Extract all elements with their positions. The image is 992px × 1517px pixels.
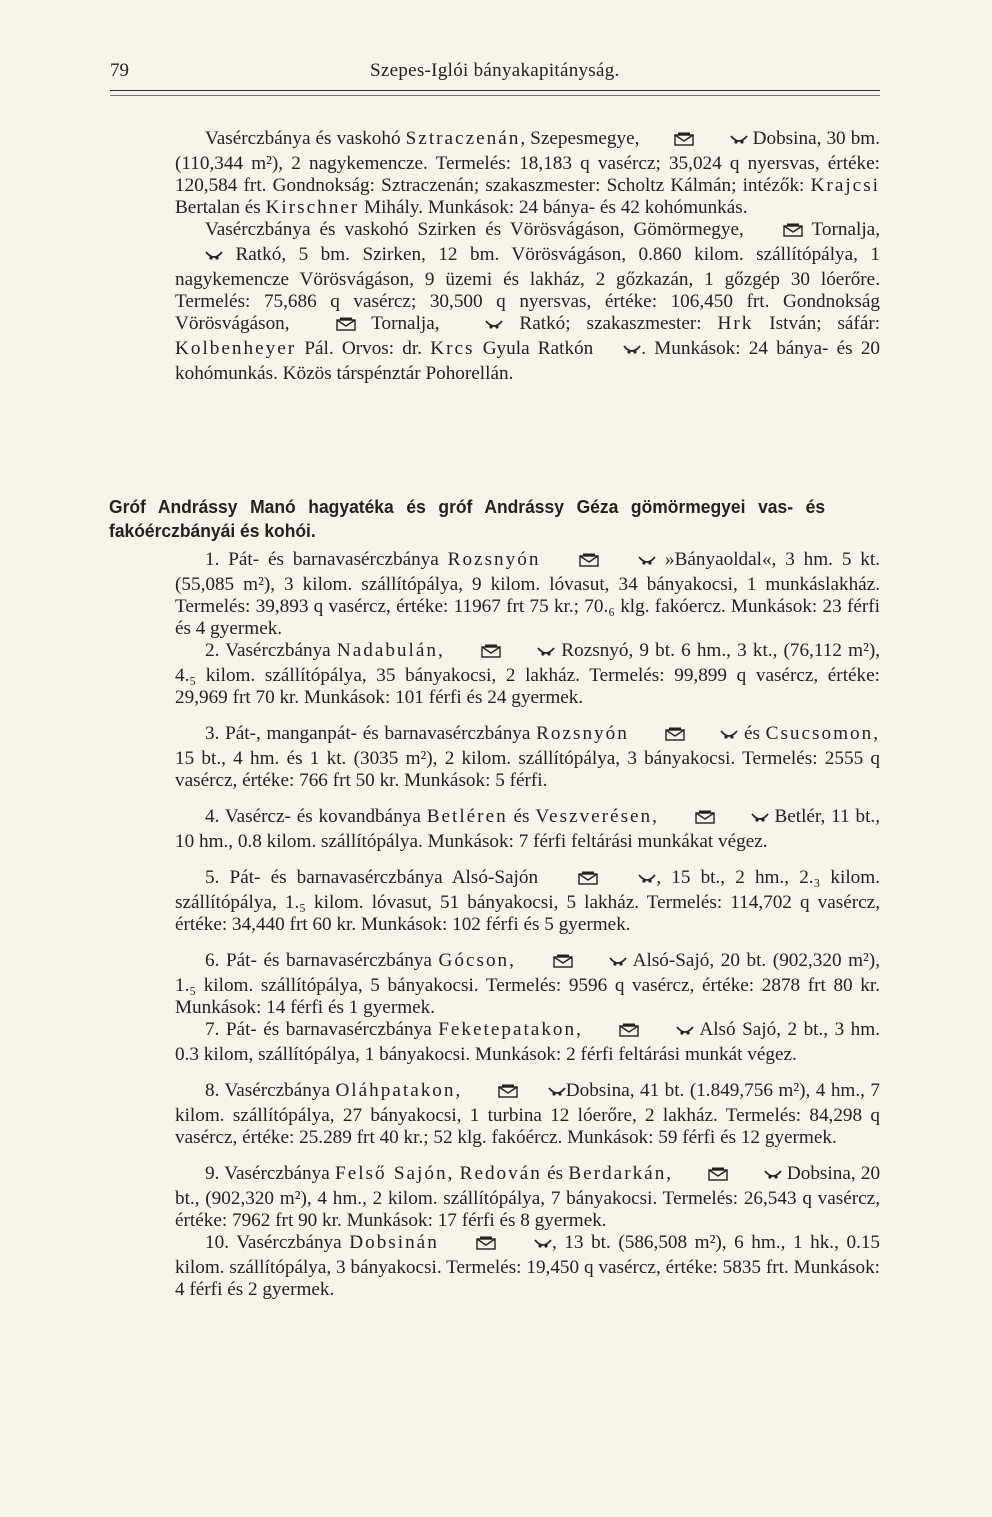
railway-icon xyxy=(700,131,748,153)
railway-icon xyxy=(690,726,738,748)
railway-icon xyxy=(455,316,503,338)
post-office-icon xyxy=(523,953,573,975)
post-office-icon xyxy=(446,1235,496,1257)
post-office-icon xyxy=(644,131,694,153)
railway-icon xyxy=(593,341,641,363)
post-office-icon xyxy=(635,726,685,748)
section-heading: Gróf Andrássy Manó hagyatéka és gróf Andrássy Géza gömörmegyei vas- és fakóérczbányái és kohói. xyxy=(109,496,826,541)
post-office-icon xyxy=(548,870,598,892)
railway-icon xyxy=(175,247,223,269)
paragraph-sztraczena: Vasérczbánya és vaskohó Sztraczenán, Szepesmegye, Dobsina, 30 bm. (110,344 m²), 2 nagykemencze. Termelés: 18,183 q vasércz; 35,024 q nyersvas, értéke: 120,584 frt. Gondnokság: Sztraczenán; szakaszmester: Scholtz Kálmán; intézők: Krajcsi Bertalan és Kirschner Mihály. Munkások: 24 bánya- és 42 kohómunkás. xyxy=(175,128,881,218)
railway-icon xyxy=(504,1235,552,1257)
running-title: Szepes-Iglói bányakapitányság. xyxy=(370,60,620,81)
railway-icon xyxy=(579,953,627,975)
post-office-icon xyxy=(678,1166,728,1188)
railway-icon xyxy=(608,552,656,574)
railway-icon xyxy=(734,1166,782,1188)
post-office-icon xyxy=(549,552,599,574)
post-office-icon xyxy=(468,1083,518,1105)
post-office-icon xyxy=(753,222,803,244)
entry-9: 9. Vasérczbánya Felső Sajón, Redován és Berdarkán, Dobsina, 20 bt., (902,320 m²), 4 hm., 2 kilom. szállítópálya, 7 bányakocsi. Termelés: 26,543 q vasércz, értéke: 7962 frt 90 kr. Munkások: 17 férfi és 8 gyermek. xyxy=(175,1163,881,1231)
post-office-icon xyxy=(306,316,356,338)
entry-10: 10. Vasérczbánya Dobsinán , 13 bt. (586,508 m²), 6 hm., 1 hk., 0.15 kilom. szállítópálya, 3 bányakocsi. Termelés: 19,450 q vasércz, értéke: 5835 frt. Munkások: 4 férfi és 2 gyermek. xyxy=(175,1232,881,1300)
page-body xyxy=(109,128,881,1301)
railway-icon xyxy=(608,870,656,892)
railway-icon xyxy=(646,1022,694,1044)
entry-3: 3. Pát-, manganpát- és barnavasérczbánya Rozsnyón és Csucsomon, 15 bt., 4 hm. és 1 kt. (3035 m²), 2 kilom. szállítópálya, 3 bányakocsi. Termelés: 2555 q vasércz, értéke: 766 frt 50 kr. Munkások: 5 férfi. xyxy=(175,723,881,791)
post-office-icon xyxy=(665,809,715,831)
entry-8: 8. Vasérczbánya Oláhpatakon, Dobsina, 41 bt. (1.849,756 m²), 4 hm., 7 kilom. szállítópálya, 27 bányakocsi, 1 turbina 12 lóerőre, 2 lakház. Termelés: 84,298 q vasércz, értéke: 25.289 frt 40 kr.; 52 klg. fakóércz. Munkások: 59 férfi és 12 gyermek. xyxy=(175,1080,880,1148)
railway-icon xyxy=(518,1083,566,1105)
entry-7: 7. Pát- és barnavasérczbánya Feketepatakon, Alsó Sajó, 2 bt., 3 hm. 0.3 kilom, szállítópálya, 1 bányakocsi. Munkások: 2 férfi feltárási munkát végez. xyxy=(175,1019,880,1065)
entry-6: 6. Pát- és barnavasérczbánya Gócson, Alsó-Sajó, 20 bt. (902,320 m²), 1.₅ kilom. szállítópálya, 5 bányakocsi. Termelés: 9596 q vasércz, értéke: 2878 frt 80 kr. Munkások: 14 férfi és 1 gyermek. xyxy=(175,950,880,1018)
post-office-icon xyxy=(451,643,501,665)
page-header xyxy=(110,52,880,82)
entry-4: 4. Vasércz- és kovandbánya Betléren és Veszverésen, Betlér, 11 bt., 10 hm., 0.8 kilom. szállítópálya. Munkások: 7 férfi feltárási munkákat végez. xyxy=(175,806,880,852)
entry-2: 2. Vasérczbánya Nadabulán, Rozsnyó, 9 bt. 6 hm., 3 kt., (76,112 m²), 4.₅ kilom. szállítópálya, 35 bányakocsi, 2 lakház. Termelés: 99,899 q vasércz, értéke: 29,969 frt 70 kr. Munkások: 101 férfi és 24 gyermek. xyxy=(175,640,881,708)
post-office-icon xyxy=(589,1022,639,1044)
entry-5: 5. Pát- és barnavasérczbánya Alsó-Sajón , 15 bt., 2 hm., 2.₃ kilom. szállítópálya, 1.₅ kilom. lóvasut, 51 bányakocsi, 5 lakház. Termelés: 114,702 q vasércz, értéke: 34,440 frt 60 kr. Munkások: 102 férfi és 5 gyermek. xyxy=(175,867,880,935)
railway-icon xyxy=(507,643,555,665)
page-number: 79 xyxy=(110,60,129,81)
header-rule xyxy=(110,90,880,91)
railway-icon xyxy=(721,809,769,831)
header-rule-thin xyxy=(110,95,880,96)
paragraph-szirken: Vasérczbánya és vaskohó Szirken és Vörösvágáson, Gömörmegye, Tornalja, Ratkó, 5 bm. Szirken, 12 bm. Vörösvágáson, 0.860 kilom. szállítópálya, 1 nagykemencze Vörösvágáson, 9 üzemi és lakház, 2 gőzkazán, 1 gőzgép 30 lóerőre. Termelés: 75,686 q vasércz; 30,500 q nyersvas, értéke: 106,450 frt. Gondnokság Vörösvágáson, Tornalja, Ratkó; szakaszmester: Hrk István; sáfár: Kolbenheyer Pál. Orvos: dr. Krcs Gyula Ratkón . Munkások: 24 bánya- és 20 kohómunkás. Közös társpénztár Pohorellán. xyxy=(175,219,881,384)
entry-1: 1. Pát- és barnavasérczbánya Rozsnyón »Bányaoldal«, 3 hm. 5 kt. (55,085 m²), 3 kilom. szállítópálya, 9 kilom. lóvasut, 34 bányakocsi, 1 munkáslakház. Termelés: 39,893 q vasércz, értéke: 11967 frt 75 kr.; 70.₆ klg. fakóercz. Munkások: 23 férfi és 4 gyermek. xyxy=(175,549,881,639)
